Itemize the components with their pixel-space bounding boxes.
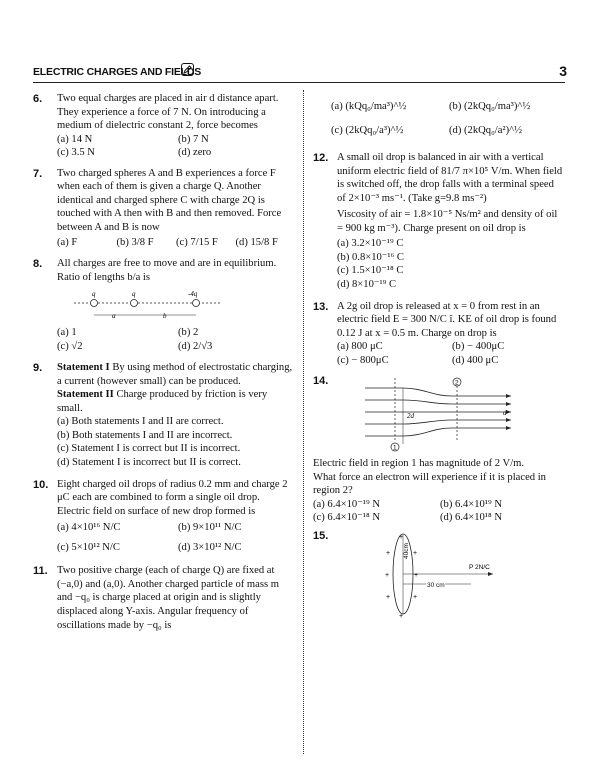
option-b: (b) 9×10¹¹ N/C [178,522,242,534]
option-a: (a) 3.2×10⁻¹⁹ C [337,238,404,250]
option-d: (d) 400 μC [452,354,499,366]
ring-length-label: 40cm [403,543,410,560]
statement-2-text: Charge produced by friction is very small. [57,389,268,414]
option-b: (b) 2 [178,327,199,339]
point-p-label: P 2N/C [469,564,490,572]
question-text: Eight charged oil drops of radius 0.2 mm and charge 2 μC each are combined to form a single oil drop. Electric field on surface of new drop formed is [57,478,288,517]
option-d: (d) 8×10⁻¹⁹ C [337,279,397,291]
option-a: (a) 800 μC [337,341,383,353]
question-14 [313,374,563,525]
question-text-2: What force an electron will experience if it is placed in region 2? [313,471,546,497]
statement-1-label: Statement I [57,362,110,374]
option-c: (c) − 800μC [337,354,389,366]
option-a: (a) 14 N [57,133,93,145]
option-b: (b) (2kQq₀/ma³)^½ [449,101,531,112]
charge-label-1: q [92,290,96,299]
svg-text:+: + [385,572,390,580]
question-number: 6. [33,93,43,105]
option-a: (a) Both statements I and II are correct. [57,416,224,428]
question-6 [33,92,295,160]
ring-charge-figure [373,529,513,619]
option-c: (c) Statement I is correct but II is incorrect. [57,443,241,455]
question-11-options [313,100,563,137]
option-c: (c) 3.5 N [57,147,95,159]
page-header-title: ELECTRIC CHARGES AND FIELDS [33,66,202,78]
field-lines-figure [363,374,513,454]
svg-text:+: + [413,594,418,602]
question-text: Two positive charge (each of charge Q) are fixed at (−a,0) and (a,0). Another charged particle of mass m and −q₀ is charge placed at origin and is slightly displaced along Y-axis. Angular frequency of oscillations made by −q₀ is [57,565,279,631]
region-label-2: 2 [455,379,459,387]
question-text: A 2g oil drop is released at x = 0 from rest in an electric field E = 300 N/C î. KE of oil drop is found 0.12 J at x = 0.5 m. Charge on drop is [337,300,557,339]
option-c: (c) √2 [57,340,83,352]
option-d: (d) 3×10¹² N/C [178,541,242,553]
right-column [313,92,563,626]
option-a: (a) 6.4×10⁻¹⁹ N [313,498,380,510]
question-9 [33,361,295,469]
page-number: 3 [559,63,567,79]
option-d: (d) 2/√3 [178,340,213,352]
statement-2-label: Statement II [57,389,114,401]
question-text: Two charged spheres A and B experiences a force F when each of them is given a charge Q. Another identical and charged sphere C with charge 2Q is touched with A then with B and then removed. Force between A and B is now [57,167,282,233]
option-c: (c) 6.4×10⁻¹⁸ N [313,512,380,524]
question-10 [33,478,295,555]
option-b: (b) 3/8 F [116,237,154,249]
question-number: 12. [313,152,329,165]
question-number: 13. [313,300,329,313]
option-d: (d) 15/8 F [235,237,278,249]
column-separator [303,90,304,754]
option-b: (b) − 400μC [452,341,505,353]
header-rule [33,82,565,83]
charges-line-figure [72,287,222,323]
question-number: 9. [33,362,43,375]
option-d: (d) zero [178,147,212,159]
question-number: 7. [33,167,43,180]
option-a: (a) 1 [57,327,77,339]
option-c: (c) (2kQq₀/a³)^½ [331,124,404,136]
question-number: 8. [33,258,43,271]
question-number: 15. [313,530,329,543]
option-d: (d) 6.4×10¹⁸ N [440,512,502,524]
svg-text:+: + [399,613,404,620]
pencil-icon [181,63,194,76]
question-text-1: Electric field in region 1 has magnitude of 2 V/m. [313,458,525,470]
option-a: (a) 4×10¹⁶ N/C [57,522,121,534]
option-b: (b) 7 N [178,133,209,145]
question-7 [33,167,295,250]
question-number: 14. [313,375,329,388]
question-text-2: Viscosity of air = 1.8×10⁻⁵ Ns/m² and density of oil = 900 kg m⁻³). Charge present on oil drop is [337,209,558,234]
option-b: (b) 6.4×10¹⁹ N [440,498,502,510]
length-label-b: b [163,312,167,321]
option-c: (c) 5×10¹² N/C [57,541,120,553]
svg-text:+: + [386,550,391,558]
option-b: (b) 0.8×10⁻¹⁶ C [337,251,404,263]
distance-label: 30 cm [427,582,445,590]
svg-text:+: + [399,534,404,542]
question-12 [313,151,563,291]
spacing-label-d: d [503,409,507,418]
option-c: (c) 1.5×10⁻¹⁸ C [337,265,404,277]
statement-1-text: By using method of electrostatic charging, a current (however small) can be produced. [57,362,293,387]
question-15 [313,529,563,619]
charge-label-2: q [132,290,136,299]
charge-label-3: -4q [188,290,198,299]
length-label-a: a [112,312,116,321]
svg-text:+: + [414,572,419,580]
option-d: (d) Statement I is incorrect but II is correct. [57,457,241,469]
question-11 [33,564,295,632]
question-8 [33,257,295,353]
question-number: 11. [33,565,48,578]
option-a: (a) F [57,237,78,249]
question-13 [313,300,563,368]
option-a: (a) (kQq₀/ma³)^½ [331,101,407,112]
option-d: (d) (2kQq₀/a²)^½ [449,124,523,136]
svg-text:+: + [413,550,418,558]
question-text-1: A small oil drop is balanced in air with a vertical uniform electric field of 81/7 π×10⁵ V/m. When field is switched off, the drop falls with a terminal speed of 2×10⁻³ ms⁻¹. (Take g=9.8 ms⁻²) [337,152,563,204]
option-c: (c) 7/15 F [176,237,218,249]
svg-text:+: + [386,594,391,602]
region-label-1: 1 [393,444,397,452]
spacing-label-2d: 2d [407,412,414,421]
left-column [33,92,295,639]
question-text: Two equal charges are placed in air d distance apart. They experience a force of 7 N. On introducing a medium of dielectric constant 2, force becomes [57,93,279,132]
question-number: 10. [33,478,49,491]
question-text: All charges are free to move and are in equilibrium. Ratio of lengths b/a is [57,258,277,283]
option-b: (b) Both statements I and II are incorrect. [57,429,233,441]
